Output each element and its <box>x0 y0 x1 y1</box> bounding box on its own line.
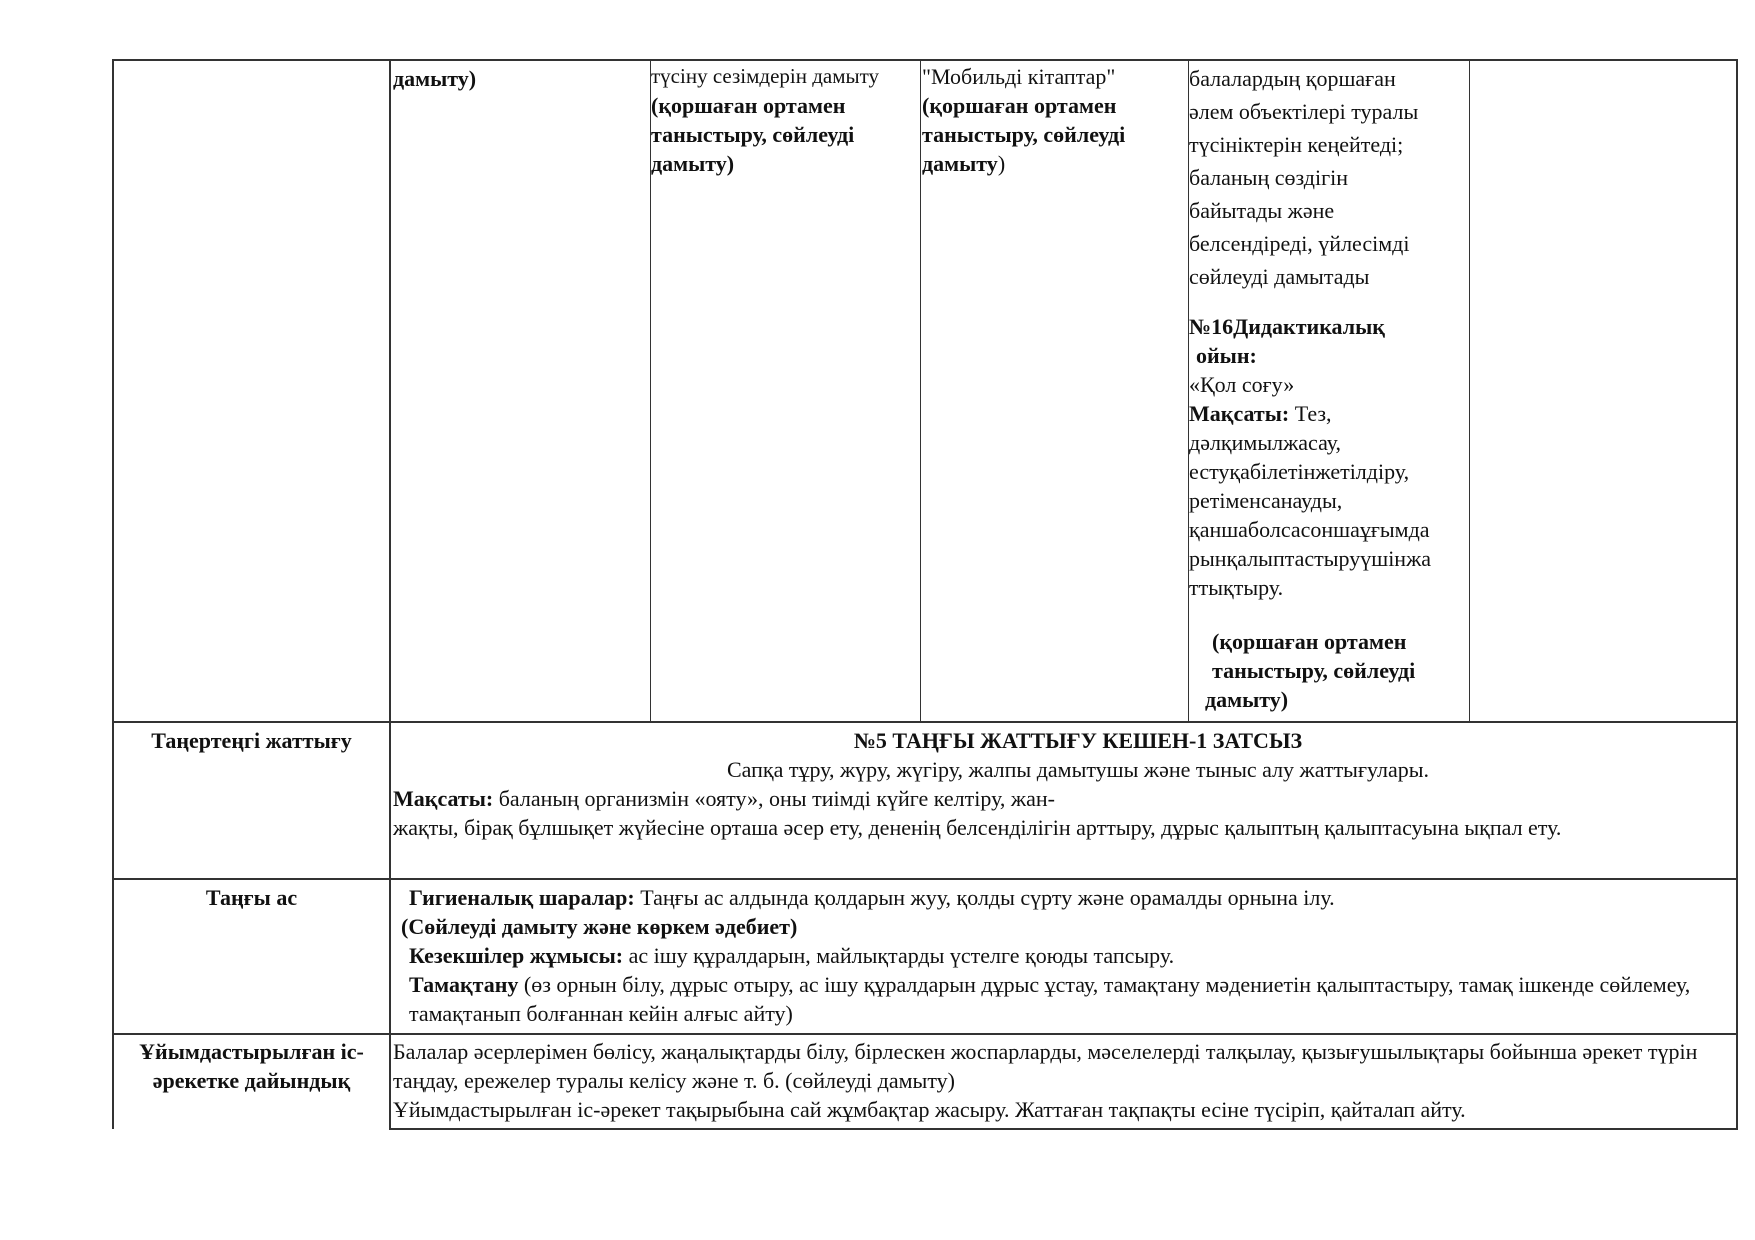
game-title-line: ойын: <box>1196 343 1257 368</box>
table-border-bottom <box>389 1128 1738 1130</box>
preparation-text-1: Балалар әсерлерімен бөлісу, жаңалықтарды білу, бірлескен жоспарларды, мәселелерді талқылау, қызығушылықтары бойынша әрекет түрін таңдау, ережелер туралы келісу және т. б. (сөйлеуді дамыту) <box>393 1039 1698 1093</box>
closing-line: (қоршаған ортамен <box>1212 629 1407 654</box>
col5-text-line: баланың сөздігін <box>1189 165 1348 190</box>
game-goal-first: Тез, <box>1289 401 1332 426</box>
top-cell-col3 <box>651 62 919 178</box>
preparation-content <box>393 1037 1735 1124</box>
col5-text-line: түсініктерін кеңейтеді; <box>1189 132 1404 157</box>
row-divider-3 <box>112 1033 1738 1035</box>
exercise-subtitle: Сапқа тұру, жүру, жүгіру, жалпы дамытушы және тыныс алу жаттығулары. <box>726 757 1430 782</box>
game-goal-line: ттықтыру. <box>1189 575 1284 600</box>
top-col4-bold-line: (қоршаған ортамен <box>922 93 1117 118</box>
game-goal-label: Мақсаты: <box>1189 401 1290 426</box>
top-col4-bold-line: дамыту <box>922 151 998 176</box>
game-goal-line: рынқалыптастыруүшінжа <box>1189 546 1432 571</box>
hygiene-text: Таңғы ас алдында қолдарын жуу, қолды сүрту және орамалды орнына ілу. <box>634 885 1335 910</box>
top-col4-tail: ) <box>997 151 1006 176</box>
game-goal-line: ретіменсанауды, <box>1189 488 1343 513</box>
breakfast-label: Таңғы ас <box>205 885 298 910</box>
game-goal-line: қаншаболсасоншаұғымда <box>1189 517 1430 542</box>
preparation-label: Ұйымдастырылған іс-әрекетке дайындық <box>139 1039 364 1093</box>
eating-label: Тамақтану <box>409 972 519 997</box>
morning-exercise-label: Таңертеңгі жаттығу <box>151 728 352 753</box>
top-col3-bold-line: дамыту) <box>651 151 735 176</box>
label-column-divider <box>389 59 391 1129</box>
exercise-goal-first: баланың организмін «ояту», оны тиімді күйге келтіру, жан- <box>493 786 1055 811</box>
game-goal-line: естуқабілетінжетілдіру, <box>1189 459 1410 484</box>
col5-closing <box>1189 627 1467 714</box>
col5-text-line: байытады және <box>1189 198 1335 223</box>
top-col3-bold-line: (қоршаған ортамен <box>651 93 846 118</box>
hygiene-label: Гигиеналық шаралар: <box>409 885 635 910</box>
top-col4-bold-line: таныстыру, сөйлеуді <box>922 122 1126 147</box>
col5-text-line: белсендіреді, үйлесімді <box>1189 231 1410 256</box>
table-border-top <box>112 59 1738 61</box>
row-divider-2 <box>112 878 1738 880</box>
col5-text-line: әлем объектілері туралы <box>1189 99 1419 124</box>
game-name: «Қол соғу» <box>1189 372 1295 397</box>
table-border-right <box>1736 59 1738 1130</box>
breakfast-content <box>393 883 1733 1028</box>
row-label-breakfast <box>114 883 389 912</box>
closing-line: таныстыру, сөйлеуді <box>1212 658 1416 683</box>
eating-text: (өз орнын білу, дұрыс отыру, ас ішу құралдарын дұрыс ұстау, тамақтану мәдениетін қалыптастыру, тамақ ішкенде сөйлемеу, тамақтанып болғаннан кейін алғыс айту) <box>409 972 1691 1026</box>
top-col3-lead: түсіну сезімдерін дамыту <box>651 64 880 88</box>
exercise-complex-title: №5 ТАҢҒЫ ЖАТТЫҒУ КЕШЕН-1 ЗАТСЫЗ <box>853 728 1303 753</box>
top-col2-line: дамыту) <box>393 66 477 91</box>
col5-text-line: балалардың қоршаған <box>1189 66 1396 91</box>
column-divider-4 <box>920 59 921 722</box>
top-cell-col5 <box>1189 62 1467 714</box>
top-cell-col2 <box>393 64 647 93</box>
row-label-preparation <box>134 1037 369 1095</box>
row-divider-1 <box>112 721 1738 723</box>
col5-description <box>1189 62 1467 293</box>
didactic-game <box>1189 312 1467 602</box>
closing-line: дамыту) <box>1205 687 1289 712</box>
col5-text-line: сөйлеуді дамытады <box>1189 264 1370 289</box>
column-divider-6 <box>1469 59 1470 722</box>
morning-exercise-content <box>393 726 1733 842</box>
row-label-morning-exercise <box>114 726 389 755</box>
exercise-goal-rest: жақты, бірақ бұлшықет жүйесіне орташа әсер ету, дененің белсенділігін арттыру, дұрыс қалыптың қалыптасуына ықпал ету. <box>393 815 1562 840</box>
exercise-goal-label: Мақсаты: <box>393 786 494 811</box>
game-goal-line: дәлқимылжасау, <box>1189 430 1342 455</box>
table-border-left <box>112 59 114 1129</box>
top-cell-col4 <box>922 62 1186 178</box>
game-title-line: №16Дидактикалық <box>1189 314 1385 339</box>
duty-label: Кезекшілер жұмысы: <box>409 943 624 968</box>
preparation-text-2: Ұйымдастырылған іс-әрекет тақырыбына сай жұмбақтар жасыру. Жаттаған тақпақты есіне түсіріп, қайталап айту. <box>393 1097 1466 1122</box>
top-col4-lead: "Мобильді кітаптар" <box>922 64 1116 89</box>
top-col3-bold-line: таныстыру, сөйлеуді <box>651 122 855 147</box>
speech-note: (Сөйлеуді дамыту және көркем әдебиет) <box>401 914 798 939</box>
duty-text: ас ішу құралдарын, майлықтарды үстелге қоюды тапсыру. <box>623 943 1175 968</box>
